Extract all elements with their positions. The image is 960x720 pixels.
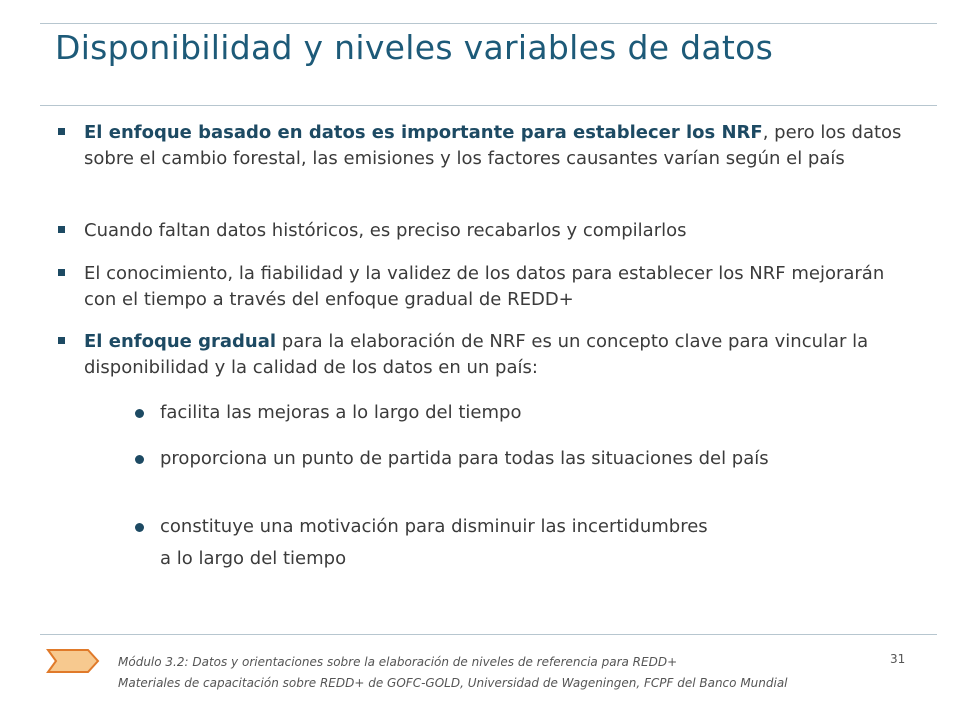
- footer-divider: [40, 634, 937, 635]
- square-bullet-icon: [58, 337, 65, 344]
- bullet-item: [58, 329, 918, 381]
- footer-arrow-icon: [46, 648, 100, 674]
- bullet-text: Cuando faltan datos históricos, es preciso recabarlos y compilarlos: [84, 220, 687, 241]
- bullet-item: [58, 120, 918, 172]
- square-bullet-icon: [58, 128, 65, 135]
- round-bullet-icon: [135, 523, 144, 532]
- footer-credits-line: Materiales de capacitación sobre REDD+ de GOFC-GOLD, Universidad de Wageningen, FCPF del Banco Mundial: [118, 676, 788, 690]
- bullet-text: , pero los datos sobre el cambio forestal, las emisiones y los factores causantes varían según el país: [84, 122, 902, 169]
- bullet-bold-text: El enfoque gradual: [84, 331, 277, 352]
- sub-bullet-text-continued: a lo largo del tiempo: [160, 548, 347, 569]
- sub-bullet-text: constituye una motivación para disminuir las incertidumbres: [160, 516, 708, 537]
- bullet-item: [58, 261, 918, 313]
- page-number: 31: [890, 652, 906, 666]
- bullet-text: para la elaboración de NRF es un concepto clave para vincular la disponibilidad y la calidad de los datos en un país:: [84, 331, 869, 378]
- footer-text: [118, 652, 788, 694]
- sub-bullet-item: [133, 400, 900, 426]
- bullet-bold-text: El enfoque basado en datos es importante para establecer los NRF: [84, 122, 763, 143]
- sub-bullet-text: facilita las mejoras a lo largo del tiempo: [160, 402, 522, 423]
- square-bullet-icon: [58, 226, 65, 233]
- sub-bullet-text: proporciona un punto de partida para todas las situaciones del país: [160, 448, 769, 469]
- bullet-item: [58, 218, 687, 244]
- footer-module-line: Módulo 3.2: Datos y orientaciones sobre la elaboración de niveles de referencia para REDD+: [118, 655, 678, 669]
- sub-bullet-item: [133, 446, 900, 472]
- top-divider: [40, 23, 937, 24]
- title-divider: [40, 105, 937, 106]
- round-bullet-icon: [135, 409, 144, 418]
- bullet-text: El conocimiento, la fiabilidad y la validez de los datos para establecer los NRF mejorarán con el tiempo a través del enfoque gradual de REDD+: [84, 263, 885, 310]
- sub-bullet-item: [133, 514, 900, 572]
- round-bullet-icon: [135, 455, 144, 464]
- square-bullet-icon: [58, 269, 65, 276]
- slide-title: Disponibilidad y niveles variables de datos: [55, 28, 774, 67]
